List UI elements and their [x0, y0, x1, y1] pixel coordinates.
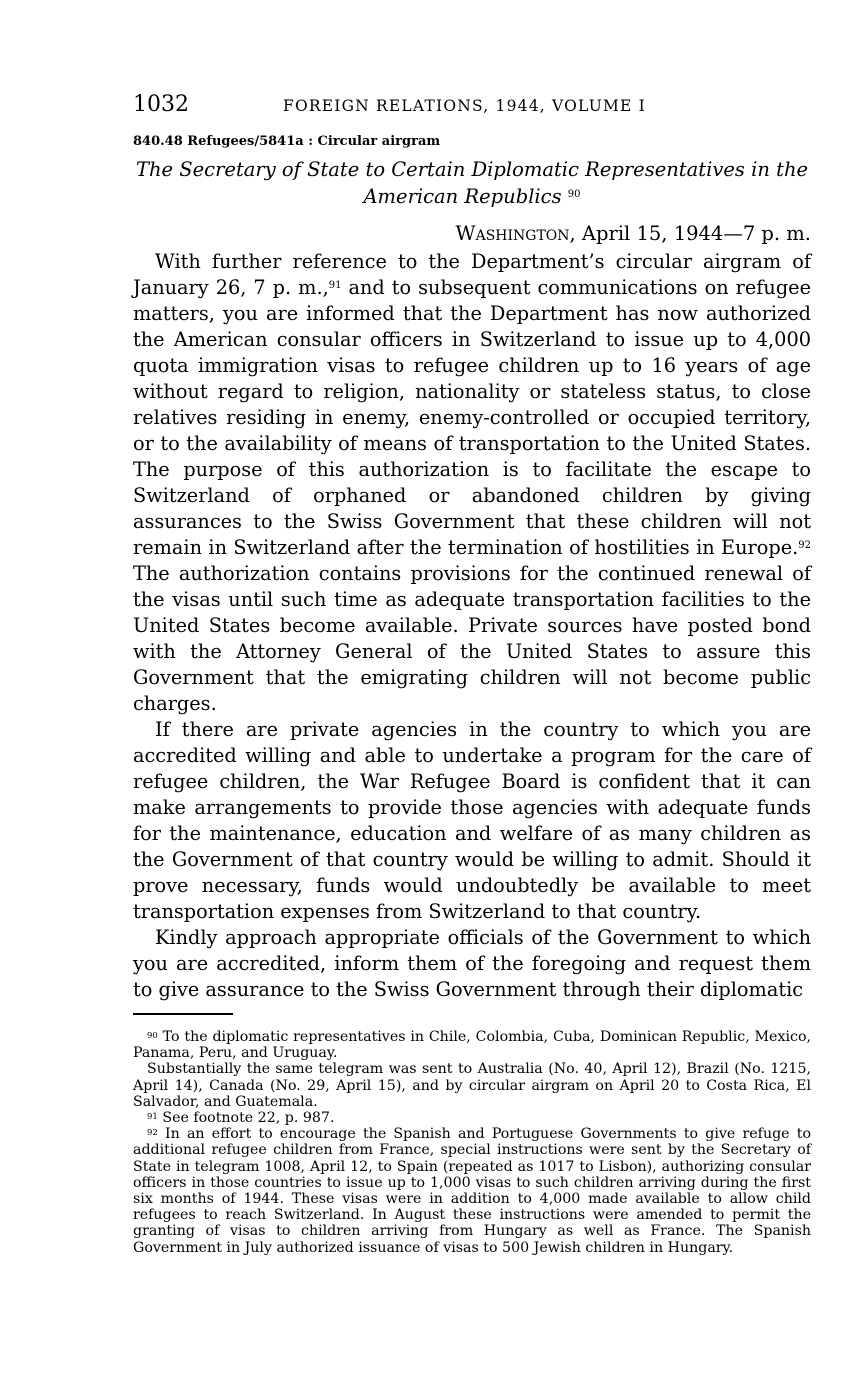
paragraph-2: If there are private agencies in the country to which you are accredited willing and able to undertake a program for the care of refugee children, the War Refugee Board is confident that it can make arrangements to provide those agencies with adequate funds for the maintenance, education and welfare of as many children as the Government of that country would be willing to admit. Should it prove necessary, funds would undoubtedly be available to meet transportation expenses from Switzerland to that country. [133, 718, 811, 923]
footnote-ref-91: 91 [328, 280, 342, 291]
running-title: FOREIGN RELATIONS, 1944, VOLUME I [283, 97, 646, 115]
dateline-place: Washington [455, 222, 570, 245]
footnote-90-marker: 90 [147, 1031, 158, 1041]
document-reference: 840.48 Refugees/5841a : Circular airgram [133, 134, 441, 149]
paragraph-1-part-c: The authorization contains provisions for the continued renewal of the visas until such time as adequate transportation facilities to the United States become available. Private sources have posted bond with the Attorney General of the United States to assure this Government that the emigrating children will not become public charges. [133, 562, 811, 715]
footnote-90-continued: Substantially the same telegram was sent to Australia (No. 40, April 12), Brazil (No. 1215, April 14), Canada (No. 29, April 15), and by circular airgram on April 20 to Costa Rica, El Salvador, and Guatemala. [133, 1061, 811, 1110]
dateline [133, 222, 811, 245]
footnote-91-marker: 91 [147, 1112, 158, 1123]
footnote-90-text: To the diplomatic representatives in Chile, Colombia, Cuba, Dominican Republic, Mexico, Panama, Peru, and Uruguay. [133, 1029, 811, 1062]
footnote-divider [133, 1013, 233, 1015]
body-text [133, 249, 811, 1003]
page [133, 92, 811, 1256]
footnote-ref-92: 92 [798, 540, 811, 551]
page-number: 1032 [133, 92, 189, 117]
footnote-ref-90: 90 [567, 189, 581, 200]
paragraph-1-part-a: With further reference to the Department’s circular airgram of January 26, 7 p. m., [133, 250, 811, 299]
document-heading [133, 156, 811, 210]
footnote-90 [133, 1029, 811, 1061]
heading-text: The Secretary of State to Certain Diplomatic Representatives in the American Republics [135, 158, 809, 208]
paragraph-1 [133, 249, 811, 717]
footnote-92-text: In an effort to encourage the Spanish and Portuguese Governments to give refuge to additional refugee children from France, special instructions were sent by the Secretary of State in telegram 1008, April 12, to Spain (repeated as 1017 to Lisbon), authorizing consular officers in those countries to issue up to 1,000 visas to such children arriving during the first six months of 1944. These visas were in addition to 4,000 made available to allow child refugees to reach Switzerland. In August these instructions were amended to permit the granting of visas to children arriving from Hungary as well as France. The Spanish Government in July authorized issuance of visas to 500 Jewish children in Hungary. [133, 1126, 811, 1256]
dateline-date: , April 15, 1944—7 p. m. [569, 222, 811, 245]
running-header [133, 92, 811, 122]
footnotes [133, 1029, 811, 1256]
footnote-91-text: See footnote 22, p. 987. [162, 1110, 335, 1127]
paragraph-1-part-b: and to subsequent communications on refugee matters, you are informed that the Department has now authorized the American consular officers in Switzerland to issue up to 4,000 quota immigration visas to refugee children up to 16 years of age without regard to religion, nationality or stateless status, to close relatives residing in enemy, enemy-controlled or occupied territory, or to the availability of means of transportation to the United States. The purpose of this authorization is to facilitate the escape to Switzerland of orphaned or abandoned children by giving assurances to the Swiss Government that these children will not remain in Switzerland after the termination of hostilities in Europe. [133, 276, 811, 559]
footnote-91 [133, 1110, 811, 1126]
footnote-92 [133, 1126, 811, 1256]
footnote-92-marker: 92 [147, 1128, 158, 1139]
paragraph-3: Kindly approach appropriate officials of the Government to which you are accredited, inform them of the foregoing and request them to give assurance to the Swiss Government through their diplomatic [133, 926, 811, 1001]
